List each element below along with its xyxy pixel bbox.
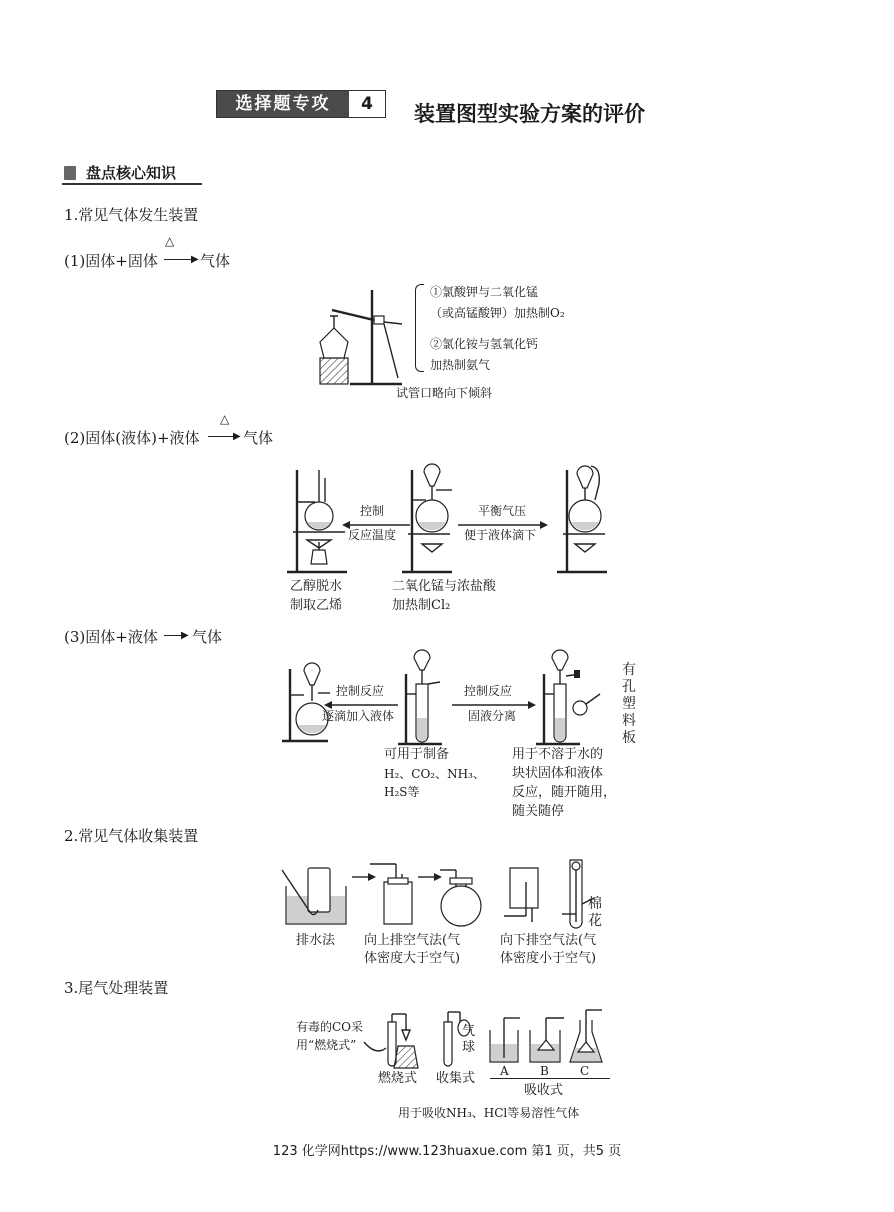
s2-cap2-2: 体密度大于空气) <box>364 951 461 966</box>
s1-p1-caption: 试管口略向下倾斜 <box>396 386 493 400</box>
s1-p2-cap-mid-1: 二氧化锰与浓盐酸 <box>392 579 497 594</box>
downward-displacement-bottle <box>500 862 550 926</box>
s1-p1-left: (1)固体+固体 <box>64 252 158 270</box>
s1-p2-arrow-left-2: 反应温度 <box>348 528 397 542</box>
s1-p2-left: (2)固体(液体)+液体 <box>64 429 200 447</box>
burning-apparatus <box>362 1012 424 1070</box>
cotton-char-2: 花 <box>588 913 602 929</box>
s1-p2-right: 气体 <box>243 429 274 447</box>
s1-p3-arrow-right-1: 控制反应 <box>464 684 513 698</box>
arrow-head-2: ▶ <box>233 431 241 442</box>
absorb-apparatus-c <box>566 1008 606 1064</box>
s3-co-note-1: 有毒的CO采 <box>296 1020 364 1034</box>
caption-leader-1 <box>380 322 410 382</box>
upward-displacement-bottle <box>370 860 416 930</box>
s1-p3-cap-right-2: 块状固体和液体 <box>512 766 604 781</box>
s2-cap1: 排水法 <box>296 933 336 948</box>
s3-title: 3.尾气处理装置 <box>64 979 169 997</box>
plate-char-1: 有 <box>622 662 636 678</box>
s3-label-c: C <box>580 1064 590 1078</box>
brace-1 <box>415 284 424 372</box>
s3-label-a: A <box>500 1064 509 1078</box>
section-title: 盘点核心知识 <box>86 164 177 182</box>
s1-p3-arrow-right-2: 固液分离 <box>468 709 517 723</box>
badge-label: 选择题专攻 <box>217 91 349 117</box>
s1-p3-cap-right-3: 反应，随开随用， <box>512 785 617 800</box>
s2-title: 2.常见气体收集装置 <box>64 827 199 845</box>
heat-symbol-2: △ <box>220 412 230 426</box>
s1-p3-arrow-left-1: 控制反应 <box>336 684 385 698</box>
plate-char-3: 塑 <box>622 696 636 712</box>
s1-p3-cap-mid-1: 可用于制备 <box>384 747 450 762</box>
balloon-char-1: 气 <box>462 1024 476 1039</box>
plate-char-4: 料 <box>622 713 636 729</box>
s1-p2-cap-mid-2: 加热制Cl₂ <box>392 598 451 613</box>
s1-p1-note-4: 加热制氨气 <box>430 358 491 372</box>
s3-label-b: B <box>540 1064 549 1078</box>
s1-p2-cap-left-2: 制取乙烯 <box>290 598 343 613</box>
s1-title: 1.常见气体发生装置 <box>64 206 199 224</box>
s1-p3-arrow-left-2: 逐滴加入液体 <box>322 709 395 723</box>
s2-cap2-1: 向上排空气法(气 <box>364 933 461 948</box>
s1-p3-cap-right-1: 用于不溶于水的 <box>512 747 604 762</box>
page-footer: 123 化学网https://www.123huaxue.com 第1 页，共5 页 <box>272 1144 622 1159</box>
s1-p2-arrow-right-1: 平衡气压 <box>478 504 527 518</box>
s1-p3-cap-right-4: 随关随停 <box>512 804 565 819</box>
apparatus-kipp-simple <box>536 654 616 750</box>
s3-co-note-2: 用“燃烧式” <box>296 1038 357 1052</box>
s1-p1-note-3: ②氯化铵与氢氧化钙 <box>430 337 539 351</box>
arrow-head-3: ▶ <box>181 630 189 641</box>
s3-cap-burn: 燃烧式 <box>378 1071 418 1086</box>
water-displacement-apparatus <box>280 862 350 928</box>
s3-cap-collect: 收集式 <box>436 1071 476 1086</box>
absorb-bracket-line <box>490 1078 610 1079</box>
cotton-char-1: 棉 <box>588 896 602 912</box>
plate-char-5: 板 <box>622 730 636 746</box>
s2-cap3-2: 体密度小于空气) <box>500 951 597 966</box>
apparatus-mno2-cl2 <box>400 460 460 580</box>
header-badge <box>216 90 386 118</box>
cotton-label <box>588 896 602 930</box>
s1-p3-right: 气体 <box>192 628 223 646</box>
s1-p3-cap-mid-2: H₂、CO₂、NH₃、 <box>384 767 485 781</box>
s1-p2-cap-left-1: 乙醇脱水 <box>290 579 343 594</box>
section-underline <box>62 183 202 185</box>
page-title: 装置图型实验方案的评价 <box>414 102 645 126</box>
arrow-head-1: ▶ <box>191 254 199 265</box>
apparatus-test-tube-funnel <box>398 654 448 750</box>
s1-p1-note-2: （或高锰酸钾）加热制O₂ <box>430 306 565 320</box>
absorb-apparatus-b <box>526 1012 566 1064</box>
s1-p3-left: (3)固体+液体 <box>64 628 158 646</box>
s3-cap-absorb: 吸收式 <box>524 1083 564 1098</box>
s3-bottom-note: 用于吸收NH₃、HCl等易溶性气体 <box>398 1106 580 1120</box>
section-icon <box>64 166 76 180</box>
heat-symbol-1: △ <box>165 234 175 248</box>
plate-label <box>622 662 638 747</box>
s1-p2-arrow-left-1: 控制 <box>360 504 385 518</box>
s1-p3-cap-mid-3: H₂S等 <box>384 785 420 799</box>
round-flask-collector <box>436 862 484 930</box>
s2-cap3-1: 向下排空气法(气 <box>500 933 597 948</box>
apparatus-pressure-equalizing <box>555 460 615 580</box>
absorb-apparatus-a <box>486 1012 522 1064</box>
balloon-char-2: 球 <box>462 1040 476 1055</box>
s1-p1-note-1: ①氯酸钾与二氧化锰 <box>430 285 539 299</box>
s1-p2-arrow-right-2: 便于液体滴下 <box>464 528 537 542</box>
balloon-label <box>462 1024 475 1056</box>
badge-number: 4 <box>361 94 373 114</box>
plate-char-2: 孔 <box>622 679 636 695</box>
s1-p1-right: 气体 <box>200 252 231 270</box>
